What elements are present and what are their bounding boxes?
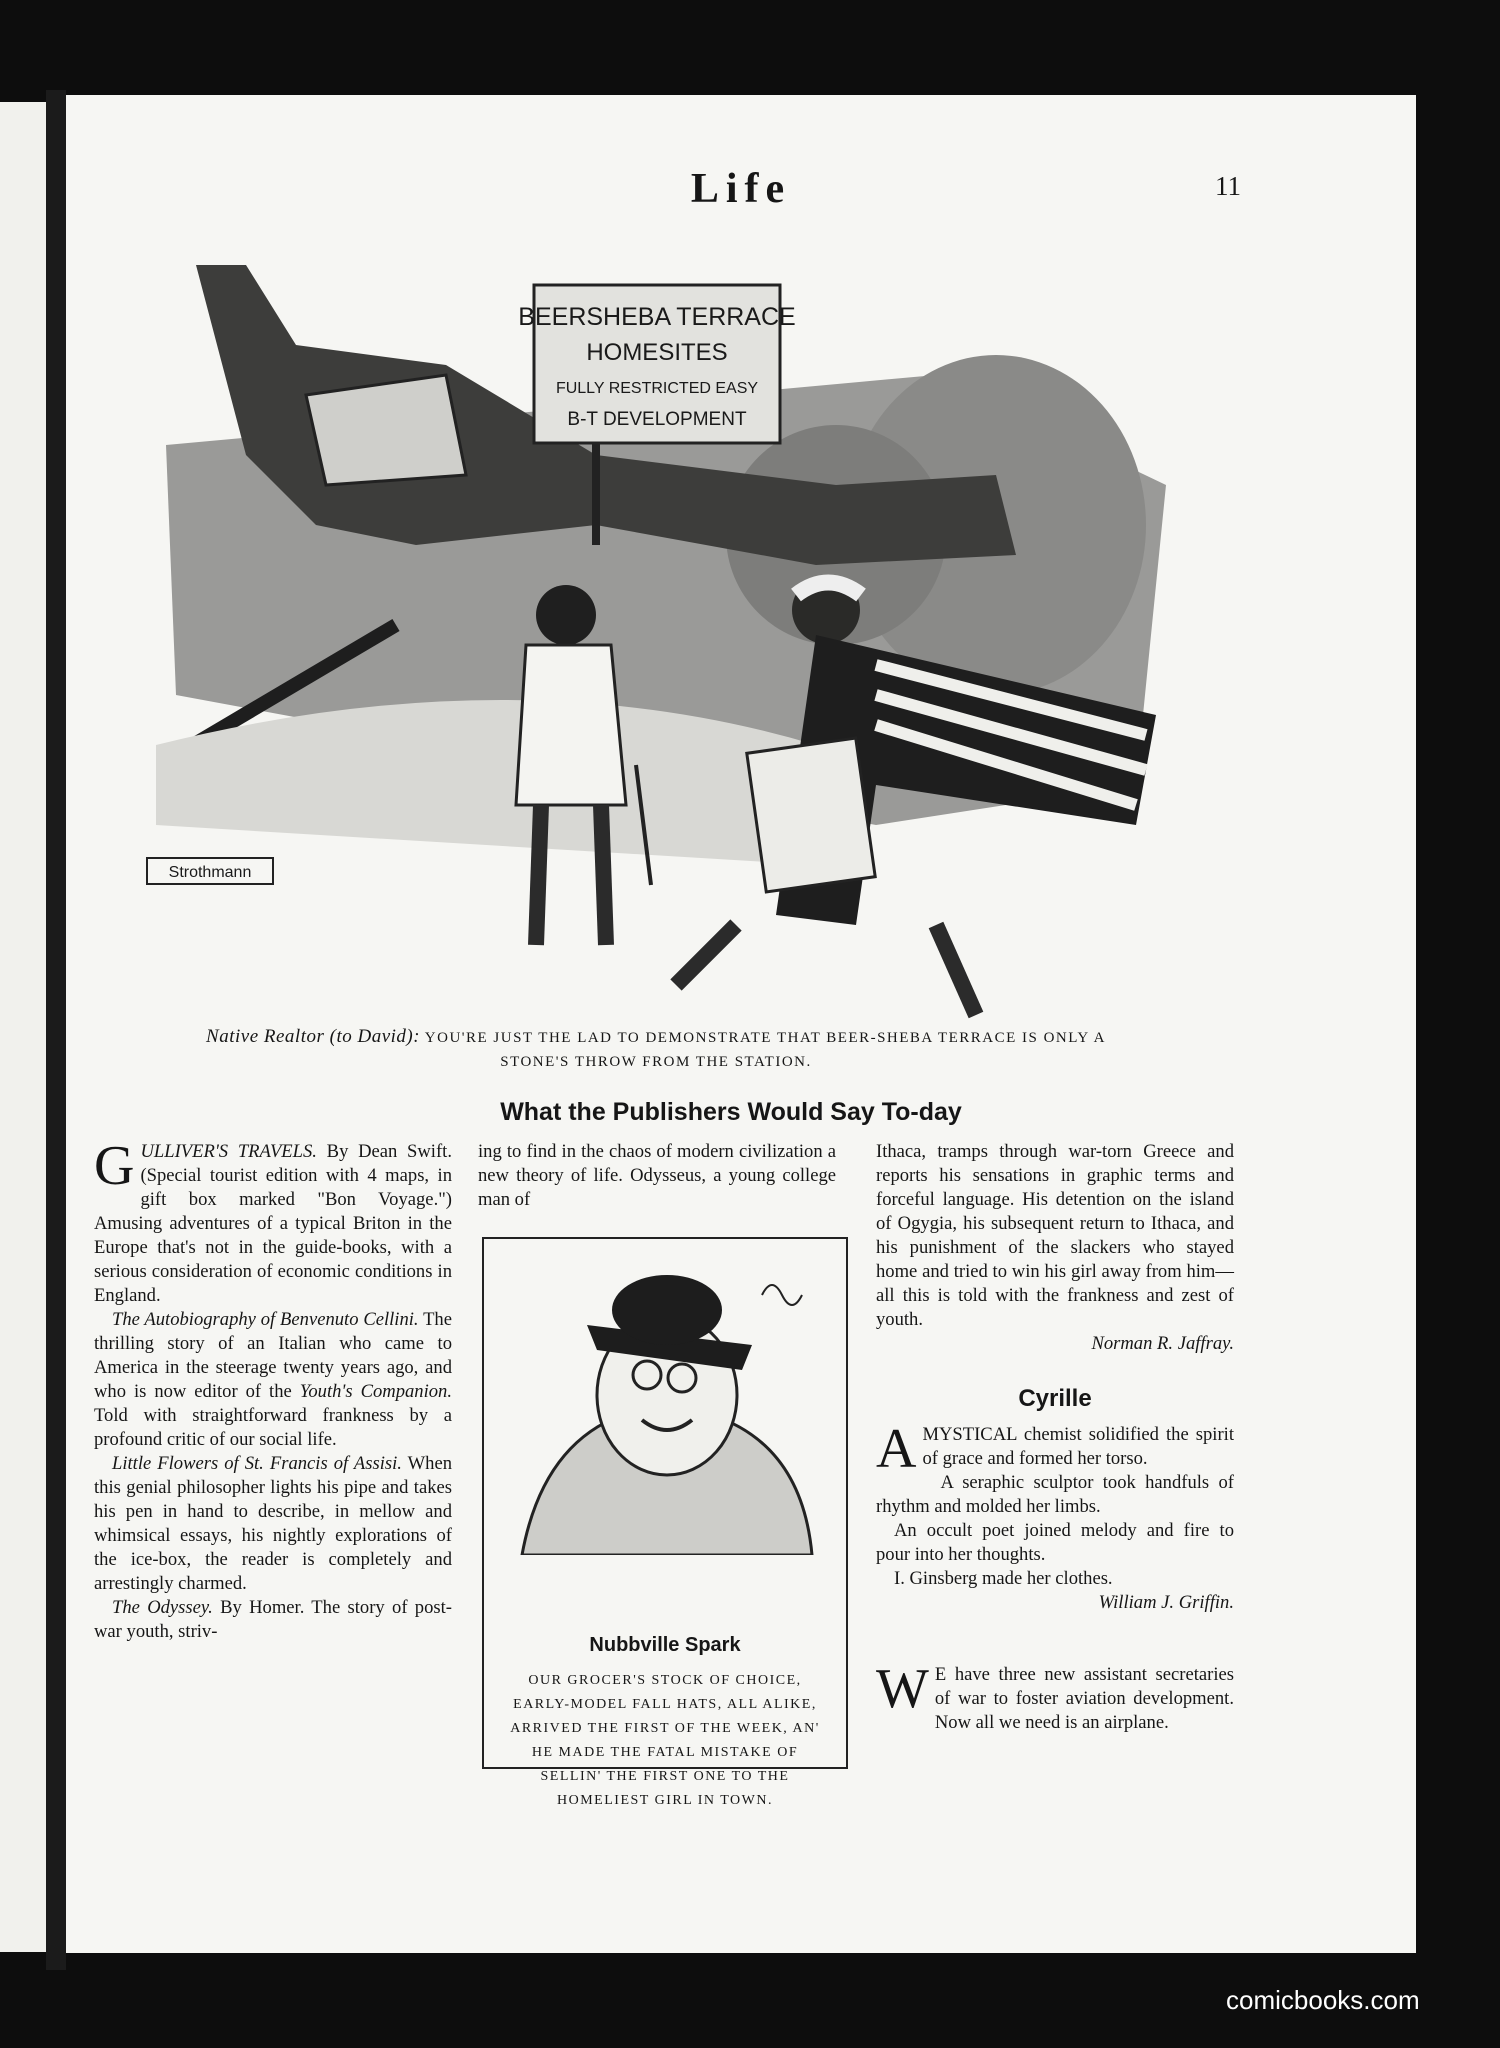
book-title: ULLIVER'S TRAVELS. bbox=[140, 1141, 317, 1162]
masthead: Life bbox=[690, 166, 792, 212]
ground-shape bbox=[156, 700, 816, 865]
book-blurb: Told with straightforward frankness by a profound critic of our social life. bbox=[94, 1405, 452, 1450]
poem-line: A seraphic sculptor took handfuls of rhythm and molded her limbs. bbox=[876, 1472, 1234, 1517]
dropcap: A bbox=[876, 1418, 917, 1480]
article-headline: What the Publishers Would Say To-day bbox=[500, 1098, 962, 1126]
poem-author: William J. Griffin. bbox=[1098, 1592, 1234, 1613]
sign-line-4: B-T DEVELOPMENT bbox=[567, 409, 747, 430]
column-continuation: ing to find in the chaos of modern civilization a new theory of life. Odysseus, a young college man of bbox=[478, 1141, 836, 1210]
dropcap: G bbox=[94, 1135, 135, 1197]
book-blurb: When this genial philosopher lights his pipe and takes his pen in hand to describe, in mellow and whimsical essays, his nightly explorations of the ice-box, the reader is completely and arrestingly charmed. bbox=[94, 1453, 453, 1594]
old-man-cartoon bbox=[502, 1255, 828, 1555]
cartoon-box bbox=[482, 1237, 848, 1808]
poem-line: I. Ginsberg made her clothes. bbox=[894, 1568, 1113, 1589]
joke-text: E have three new assistant secretaries of war to foster aviation development. Now all we need is an airplane. bbox=[934, 1664, 1234, 1733]
poem-line: An occult poet joined melody and fire to pour into her thoughts. bbox=[876, 1520, 1234, 1565]
cartoon-illustration bbox=[116, 225, 1216, 1115]
david-leg-left bbox=[536, 805, 541, 945]
poem-line: MYSTICAL chemist solidified the spirit of grace and formed her torso. bbox=[922, 1424, 1234, 1469]
book-title: The Autobiography of Benvenuto Cellini. bbox=[112, 1309, 419, 1330]
cartoon-title: Nubbville Spark bbox=[589, 1634, 741, 1656]
page-gutter bbox=[46, 90, 66, 1970]
book-blurb: By Dean Swift. (Special tourist edition with 4 maps, in gift box marked "Bon Voyage.") Amusing adventures of a typical Briton in the Europe that's not in the guide-books, with a serious consideration of economic conditions in England. bbox=[94, 1141, 452, 1306]
site-watermark: comicbooks.com bbox=[1226, 1985, 1420, 2015]
sign-line-3: FULLY RESTRICTED EASY bbox=[555, 380, 759, 397]
adjacent-page-edge bbox=[0, 102, 46, 1952]
caption-speaker: Native Realtor (to David): bbox=[206, 1026, 421, 1047]
realtor-leg-right bbox=[936, 925, 976, 1015]
book-title: Little Flowers of St. Francis of Assisi. bbox=[112, 1453, 402, 1474]
artist-signature-text: Strothmann bbox=[168, 864, 252, 881]
article-column-2 bbox=[478, 1140, 836, 1212]
article-column-1 bbox=[94, 1135, 453, 1644]
magazine-page bbox=[66, 95, 1416, 1953]
cartoon-caption: OUR GROCER'S STOCK OF CHOICE, EARLY-MODEL FALL HATS, ALL ALIKE, ARRIVED THE FIRST OF THE WEEK, AN' HE MADE THE FATAL MISTAKE OF SELLIN' THE FIRST ONE TO THE HOMELIEST GIRL IN TOWN. bbox=[510, 1673, 820, 1808]
realtor-leg-left bbox=[676, 925, 736, 985]
illustration-caption bbox=[196, 1025, 1116, 1074]
david-tunic bbox=[516, 645, 626, 805]
sign-line-1: BEERSHEBA TERRACE bbox=[518, 303, 796, 331]
plat-map-scroll bbox=[747, 738, 875, 892]
article-column-3 bbox=[876, 1140, 1234, 1356]
column-continuation: Ithaca, tramps through war-torn Greece and reports his sensations in graphic terms and forceful language. His detention on the island of Ogygia, his subsequent return to Ithaca, and his punishment of the slackers who stayed home and tried to win his girl away from him—all this is told with the frankness and zest of youth. bbox=[876, 1141, 1234, 1330]
giant-armor bbox=[306, 375, 466, 485]
dropcap: W bbox=[876, 1658, 929, 1720]
david-leg-right bbox=[601, 805, 606, 945]
artist-signature bbox=[146, 857, 274, 885]
poem-body bbox=[876, 1418, 1234, 1615]
book-title: The Odyssey. bbox=[112, 1597, 213, 1618]
book-blurb: The thrilling story of an Italian who came to America in the steerage twenty years ago, and who is now editor of the bbox=[94, 1309, 452, 1402]
page-number: 11 bbox=[1215, 171, 1241, 201]
book-blurb: By Homer. The story of post-war youth, striv- bbox=[94, 1597, 452, 1642]
caption-text: YOU'RE JUST THE LAD TO DEMONSTRATE THAT BEER-SHEBA TERRACE IS ONLY A STONE'S THROW FROM THE STATION. bbox=[424, 1030, 1106, 1070]
sign-line-2: HOMESITES bbox=[586, 339, 728, 366]
david-head bbox=[536, 585, 596, 645]
poem-title: Cyrille bbox=[1018, 1385, 1092, 1412]
joke-note bbox=[876, 1658, 1234, 1735]
article-author: Norman R. Jaffray. bbox=[1091, 1333, 1234, 1354]
publication-title: Youth's Companion. bbox=[299, 1381, 452, 1402]
